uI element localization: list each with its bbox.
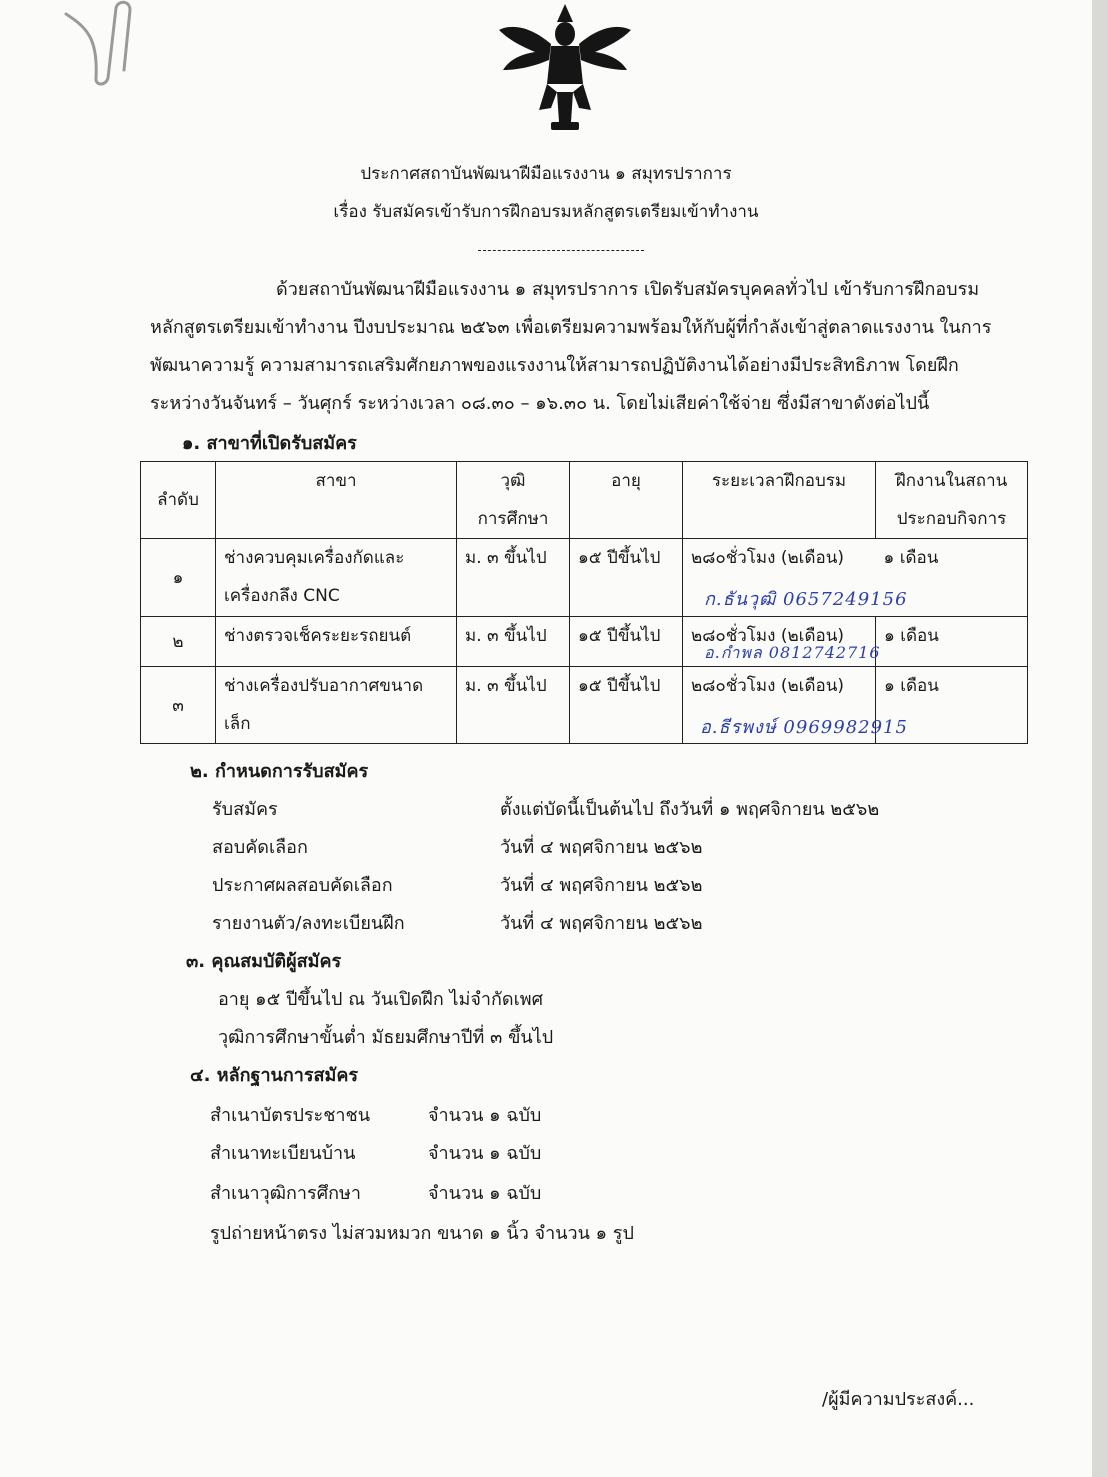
section-2-heading: ๒. กำหนดการรับสมัคร	[190, 761, 369, 782]
photo-requirement: รูปถ่ายหน้าตรง ไม่สวมหมวก ขนาด ๑ นิ้ว จำนวน ๑ รูป	[210, 1223, 634, 1244]
row-internship	[876, 617, 1028, 667]
row-duration-text: ๒๘๐ชั่วโมง (๒เดือน)	[691, 676, 844, 696]
row-age-text: ๑๕ ปีขึ้นไป	[578, 626, 661, 646]
qualification-line: อายุ ๑๕ ปีขึ้นไป ณ วันเปิดฝึก ไม่จำกัดเพศ	[218, 989, 544, 1010]
column-header-age: อายุ	[570, 462, 683, 539]
schedule-value: วันที่ ๔ พฤศจิกายน ๒๕๖๒	[500, 875, 703, 896]
schedule-label: ประกาศผลสอบคัดเลือก	[212, 875, 393, 896]
section-1-heading: ๑. สาขาที่เปิดรับสมัคร	[182, 433, 357, 454]
column-header-branch: สาขา	[216, 462, 457, 539]
row-duration-text: ๒๘๐ชั่วโมง (๒เดือน)	[691, 548, 844, 568]
schedule-label: สอบคัดเลือก	[212, 837, 308, 858]
row-education	[457, 617, 570, 667]
row-branch	[216, 617, 457, 667]
row-age	[570, 539, 683, 617]
table-header-row	[141, 462, 1028, 539]
column-header-education-b: การศึกษา	[477, 509, 549, 529]
column-header-internship-b: ประกอบกิจการ	[896, 509, 1007, 529]
document-quantity: จำนวน ๑ ฉบับ	[428, 1143, 542, 1164]
row-internship-text: ๑ เดือน	[883, 548, 939, 568]
column-header-duration: ระยะเวลาฝึกอบรม	[683, 462, 876, 539]
intro-line-1: ด้วยสถาบันพัฒนาฝีมือแรงงาน ๑ สมุทรปราการ เปิดรับสมัครบุคคลทั่วไป เข้ารับการฝึกอบรม	[276, 279, 980, 300]
row-no: ๓	[141, 667, 216, 744]
column-header-internship-a: ฝึกงานในสถาน	[895, 471, 1008, 491]
handwritten-contact-1: ก.ธันวุฒิ 0657249156	[704, 589, 908, 610]
row-branch-line-1: ช่างควบคุมเครื่องกัดและ	[224, 548, 405, 568]
document-quantity: จำนวน ๑ ฉบับ	[428, 1183, 542, 1204]
row-branch-line-2: เครื่องกลึง CNC	[224, 586, 340, 606]
row-internship-text: ๑ เดือน	[884, 626, 939, 646]
section-4-heading: ๔. หลักฐานการสมัคร	[190, 1065, 359, 1086]
column-header-no: ลำดับ	[141, 462, 216, 539]
document-label: สำเนาทะเบียนบ้าน	[210, 1143, 356, 1164]
column-header-education-a: วุฒิ	[500, 471, 526, 491]
paper-clip-icon	[58, 0, 140, 86]
page-edge	[1092, 0, 1108, 1477]
row-age-text: ๑๕ ปีขึ้นไป	[578, 676, 661, 696]
row-age	[570, 667, 683, 744]
row-education-text: ม. ๓ ขึ้นไป	[465, 626, 547, 646]
schedule-label: รับสมัคร	[212, 799, 278, 820]
row-age-text: ๑๕ ปีขึ้นไป	[578, 548, 661, 568]
row-no: ๒	[141, 617, 216, 667]
row-education-text: ม. ๓ ขึ้นไป	[465, 548, 547, 568]
intro-line-4: ระหว่างวันจันทร์ – วันศุกร์ ระหว่างเวลา ๐๘.๓๐ – ๑๖.๓๐ น. โดยไม่เสียค่าใช้จ่าย ซึ่งมีสาขาดังต่อไปนี้	[150, 393, 930, 414]
document-quantity: จำนวน ๑ ฉบับ	[428, 1105, 542, 1126]
row-branch-line-1: ช่างเครื่องปรับอากาศขนาด	[224, 676, 424, 696]
announcement-subject: เรื่อง รับสมัครเข้ารับการฝึกอบรมหลักสูตรเตรียมเข้าทำงาน	[333, 202, 759, 222]
continued-marker: /ผู้มีความประสงค์...	[822, 1389, 975, 1410]
table-row	[141, 617, 1028, 667]
row-age	[570, 617, 683, 667]
row-education-text: ม. ๓ ขึ้นไป	[465, 676, 547, 696]
intro-line-2: หลักสูตรเตรียมเข้าทำงาน ปีงบประมาณ ๒๕๖๓ เพื่อเตรียมความพร้อมให้กับผู้ที่กำลังเข้าสู่ตลาดแรงงาน ในการ	[150, 317, 992, 338]
title-divider	[478, 250, 644, 251]
row-internship-text: ๑ เดือน	[884, 676, 939, 696]
row-education	[457, 539, 570, 617]
column-header-internship	[876, 462, 1028, 539]
intro-line-3: พัฒนาความรู้ ความสามารถเสริมศักยภาพของแรงงานให้สามารถปฏิบัติงานได้อย่างมีประสิทธิภาพ โดยฝึก	[150, 355, 959, 376]
schedule-label: รายงานตัว/ลงทะเบียนฝึก	[212, 913, 405, 934]
document-label: สำเนาบัตรประชาชน	[210, 1105, 371, 1126]
row-no: ๑	[141, 539, 216, 617]
schedule-value: วันที่ ๔ พฤศจิกายน ๒๕๖๒	[500, 837, 703, 858]
announcement-title: ประกาศสถาบันพัฒนาฝีมือแรงงาน ๑ สมุทรปราการ	[360, 164, 732, 184]
row-branch-line-1: ช่างตรวจเช็คระยะรถยนต์	[224, 626, 412, 646]
garuda-emblem-icon	[495, 0, 635, 132]
qualification-line: วุฒิการศึกษาขั้นต่ำ มัธยมศึกษาปีที่ ๓ ขึ้นไป	[218, 1027, 554, 1048]
schedule-value: วันที่ ๔ พฤศจิกายน ๒๕๖๒	[500, 913, 703, 934]
column-header-education	[457, 462, 570, 539]
section-3-heading: ๓. คุณสมบัติผู้สมัคร	[186, 951, 342, 972]
document-label: สำเนาวุฒิการศึกษา	[210, 1183, 361, 1204]
handwritten-contact-2: อ.กำพล 0812742716	[704, 643, 881, 662]
row-branch	[216, 539, 457, 617]
row-education	[457, 667, 570, 744]
handwritten-contact-3: อ.ธีรพงษ์ 0969982915	[700, 717, 908, 738]
row-branch	[216, 667, 457, 744]
schedule-value: ตั้งแต่บัดนี้เป็นต้นไป ถึงวันที่ ๑ พฤศจิกายน ๒๕๖๒	[500, 799, 880, 820]
row-branch-line-2: เล็ก	[224, 714, 251, 734]
row-duration-text: ๒๘๐ชั่วโมง (๒เดือน)	[691, 626, 844, 646]
